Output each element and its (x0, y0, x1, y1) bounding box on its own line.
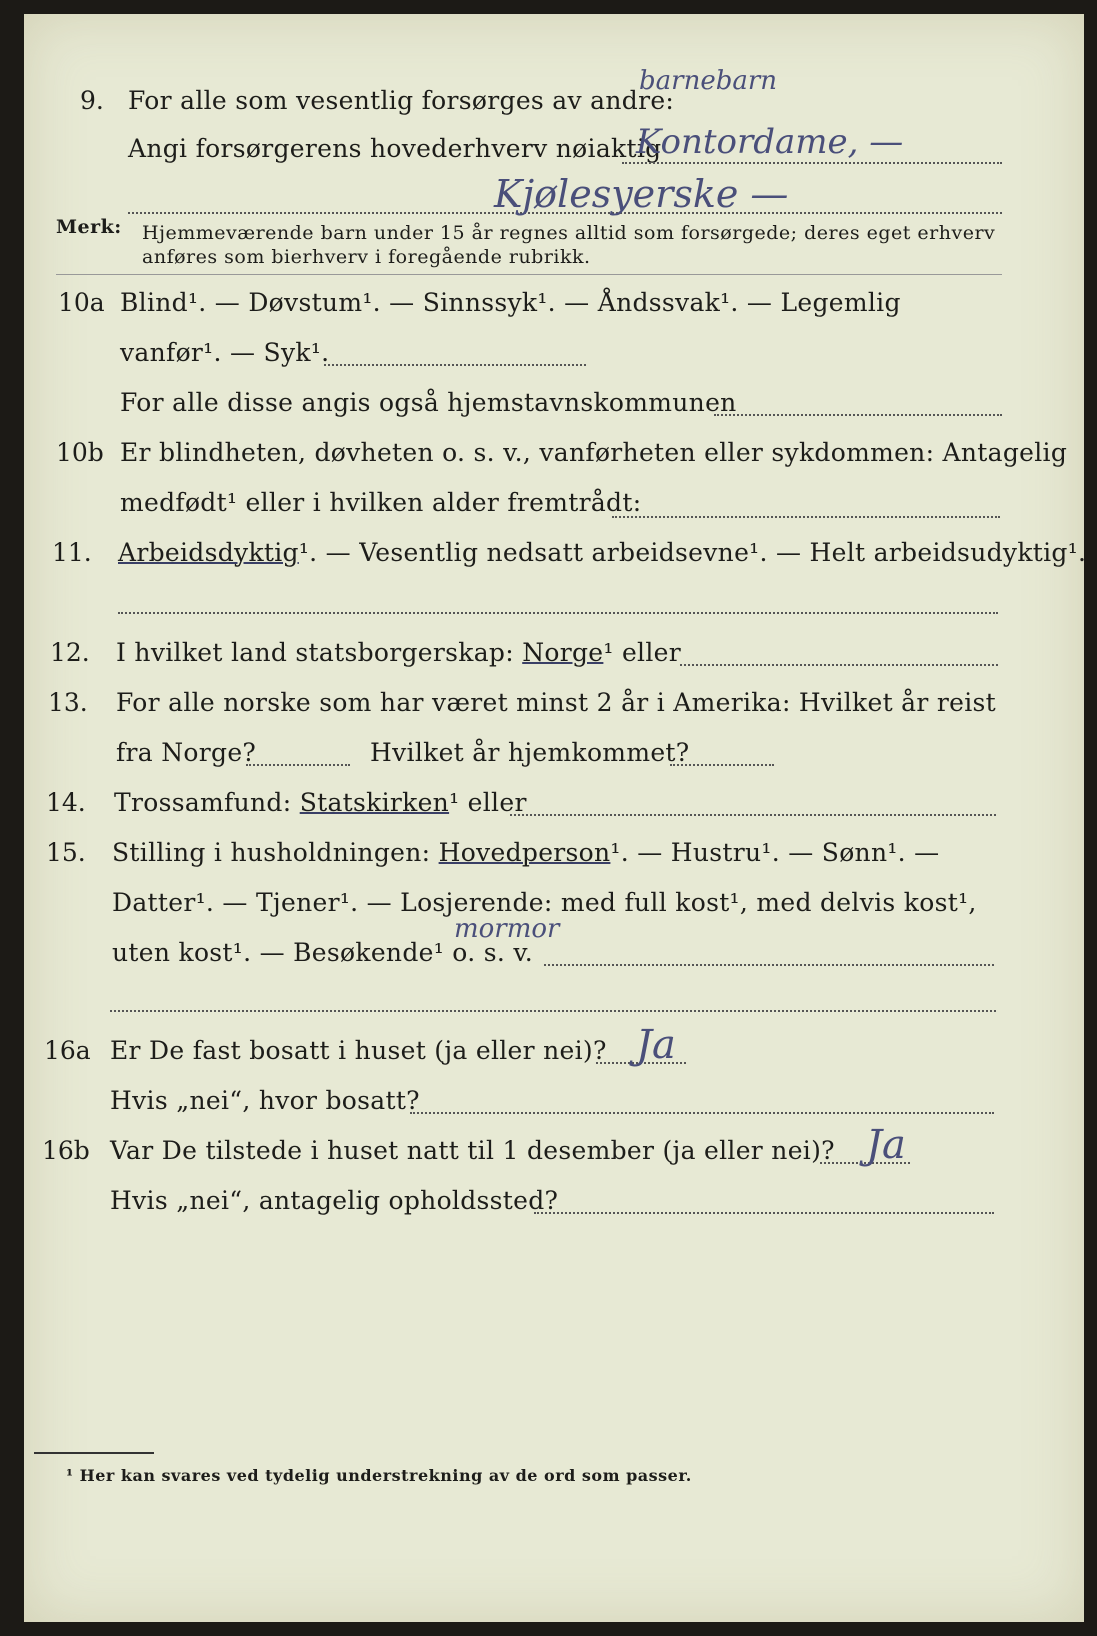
q11-option-selected: Arbeidsdyktig (118, 538, 299, 567)
q16b-location-line (534, 1212, 994, 1214)
q13-line1: For alle norske som har været minst 2 år i Amerika: Hvilket år reist (116, 688, 997, 717)
q11-rest: ¹. — Vesentlig nedsatt arbeidsevne¹. — Helt arbeidsudyktig¹. (298, 538, 1087, 567)
q16a-answer: Ja (636, 1022, 676, 1068)
q16a-residence-line (410, 1112, 994, 1114)
q16a-number: 16a (44, 1036, 91, 1065)
q15-answer-visitor: mormor (454, 914, 560, 944)
q9-answer-dependent: barnebarn (639, 66, 778, 96)
q15-rest1: ¹. — Hustru¹. — Sønn¹. — (610, 838, 940, 867)
q15-number: 15. (46, 838, 86, 867)
q9-line2: Angi forsørgerens hovederhverv nøiaktig (128, 134, 662, 163)
q10a-line1: Blind¹. — Døvstum¹. — Sinnssyk¹. — Åndssvak¹. — Legemlig (120, 288, 901, 317)
merk-line1: Hjemmeværende barn under 15 år regnes alltid som forsørgede; deres eget erhverv (142, 222, 996, 244)
q9-number: 9. (80, 86, 104, 115)
q15-answer-line (544, 964, 994, 966)
q10b-line1: Er blindheten, døvheten o. s. v., vanførheten eller sykdommen: Antagelig (120, 438, 1068, 467)
q12-text (116, 638, 681, 667)
q10a-line3: For alle disse angis også hjemstavnskommunen (120, 388, 737, 417)
q13-year-returned-line (670, 764, 774, 766)
q15-line2: Datter¹. — Tjener¹. — Losjerende: med full kost¹, med delvis kost¹, (112, 888, 977, 917)
q16b-line2: Hvis „nei“, antagelig opholdssted? (110, 1186, 559, 1215)
q14-post: ¹ eller (449, 788, 527, 817)
q11-text (118, 538, 1086, 567)
q11-number: 11. (52, 538, 92, 567)
q14-text (114, 788, 527, 817)
q9-answer-occupation1: Kontordame, — (636, 122, 904, 162)
q14-answer-line (510, 814, 996, 816)
q12-pre: I hvilket land statsborgerskap: (116, 638, 514, 667)
q16b-number: 16b (42, 1136, 90, 1165)
q12-number: 12. (50, 638, 90, 667)
q13-line2b: Hvilket år hjemkommet? (370, 738, 690, 767)
q10a-home-municipality-line (714, 414, 1002, 416)
q10b-number: 10b (56, 438, 104, 467)
q10a-answer-line (324, 364, 586, 366)
merk-divider (56, 274, 1002, 275)
q16b-answer: Ja (866, 1122, 906, 1168)
q15-line1 (112, 838, 939, 867)
q15-answer-line2 (110, 1010, 996, 1012)
q16a-line2: Hvis „nei“, hvor bosatt? (110, 1086, 420, 1115)
census-form-page (24, 14, 1087, 1622)
q14-number: 14. (46, 788, 86, 817)
q10b-line2: medfødt¹ eller i hvilken alder fremtrådt: (120, 488, 642, 517)
q12-post: ¹ eller (603, 638, 681, 667)
q15-pre: Stilling i husholdningen: (112, 838, 431, 867)
q16a-line1: Er De fast bosatt i huset (ja eller nei)? (110, 1036, 607, 1065)
q13-number: 13. (48, 688, 88, 717)
merk-line2: anføres som bierhverv i foregående rubrikk. (142, 246, 591, 268)
merk-label: Merk: (56, 216, 122, 238)
q10a-line2: vanfør¹. — Syk¹. (120, 338, 330, 367)
q14-pre: Trossamfund: (114, 788, 292, 817)
q16b-line1: Var De tilstede i huset natt til 1 desember (ja eller nei)? (110, 1136, 835, 1165)
footnote-divider (34, 1452, 154, 1454)
q9-answer-line (622, 162, 1002, 164)
q12-option-selected: Norge (522, 638, 604, 667)
q15-line3: uten kost¹. — Besøkende¹ o. s. v. (112, 938, 534, 967)
q11-answer-line (118, 612, 998, 614)
q13-line2a: fra Norge? (116, 738, 257, 767)
q15-option-selected: Hovedperson (438, 838, 611, 867)
q9-line1: For alle som vesentlig forsørges av andre: (128, 86, 675, 115)
q14-option-selected: Statskirken (299, 788, 450, 817)
q9-answer-occupation2: Kjølesyerske — (494, 172, 789, 216)
q10a-number: 10a (58, 288, 105, 317)
q12-answer-line (680, 664, 998, 666)
q13-year-left-line (246, 764, 350, 766)
q10b-answer-line (612, 516, 1000, 518)
footnote: ¹ Her kan svares ved tydelig understrekning av de ord som passer. (66, 1466, 692, 1485)
